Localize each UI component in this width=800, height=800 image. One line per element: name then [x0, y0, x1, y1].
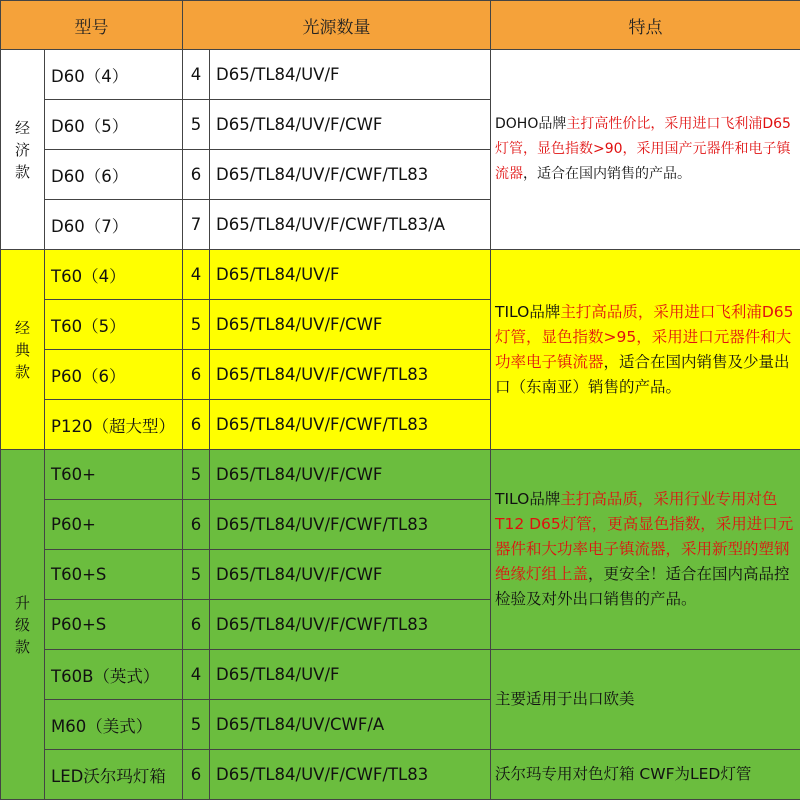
source-cell: D65/TL84/UV/CWF/A	[210, 700, 491, 750]
feature-text: TILO品牌	[495, 302, 561, 321]
header-model: 型号	[1, 1, 183, 50]
count-cell: 4	[183, 250, 210, 300]
category-char: 款	[14, 637, 30, 656]
model-cell: T60+	[45, 450, 183, 500]
model-cell: D60（6）	[45, 150, 183, 200]
model-cell: P120（超大型）	[45, 400, 183, 450]
feature-cell-walmart: 沃尔玛专用对色灯箱 CWF为LED灯管	[491, 750, 800, 800]
source-cell: D65/TL84/UV/F/CWF/TL83	[210, 500, 491, 550]
feature-cell-export: 主要适用于出口欧美	[491, 650, 800, 750]
count-cell: 6	[183, 600, 210, 650]
count-cell: 5	[183, 450, 210, 500]
count-cell: 7	[183, 200, 210, 250]
count-cell: 5	[183, 550, 210, 600]
model-cell: D60（4）	[45, 50, 183, 100]
category-char: 经	[14, 318, 30, 337]
model-cell: P60+S	[45, 600, 183, 650]
model-cell: P60+	[45, 500, 183, 550]
table-row	[1, 250, 800, 300]
table-row	[1, 50, 800, 100]
source-cell: D65/TL84/UV/F/CWF/TL83/A	[210, 200, 491, 250]
category-classic	[1, 250, 45, 450]
count-cell: 6	[183, 750, 210, 800]
count-cell: 4	[183, 50, 210, 100]
model-cell: T60（5）	[45, 300, 183, 350]
feature-highlight: 主打高品质，采用行业专用对色T12 D65灯管，更高显色指数，采用进口元器件和大功率电子镇流器，采用新型的塑钢绝缘灯组上盖	[495, 490, 794, 583]
category-upgrade	[1, 450, 45, 800]
source-cell: D65/TL84/UV/F/CWF/TL83	[210, 350, 491, 400]
source-cell: D65/TL84/UV/F/CWF	[210, 550, 491, 600]
feature-highlight: 主打高品质，采用进口飞利浦D65灯管，显色指数>95，采用进口元器件和大功率电子镇流器	[495, 302, 794, 371]
feature-text: DOHO品牌	[495, 116, 567, 132]
model-cell: P60（6）	[45, 350, 183, 400]
source-cell: D65/TL84/UV/F/CWF/TL83	[210, 750, 491, 800]
category-char: 款	[14, 162, 30, 181]
source-cell: D65/TL84/UV/F/CWF	[210, 300, 491, 350]
category-char: 经	[14, 118, 30, 137]
feature-cell-economy	[491, 50, 800, 250]
model-cell: T60+S	[45, 550, 183, 600]
model-cell: M60（美式）	[45, 700, 183, 750]
feature-text: ，更安全！适合在国内高品控检验及对外出口销售的产品。	[495, 565, 790, 608]
model-cell: T60（4）	[45, 250, 183, 300]
count-cell: 5	[183, 700, 210, 750]
model-cell: LED沃尔玛灯箱	[45, 750, 183, 800]
table-body	[1, 50, 800, 800]
source-cell: D65/TL84/UV/F	[210, 50, 491, 100]
source-cell: D65/TL84/UV/F/CWF/TL83	[210, 150, 491, 200]
category-char: 典	[14, 340, 30, 359]
count-cell: 5	[183, 300, 210, 350]
category-char: 济	[14, 140, 30, 159]
source-cell: D65/TL84/UV/F	[210, 250, 491, 300]
count-cell: 6	[183, 400, 210, 450]
feature-text: TILO品牌	[495, 490, 561, 508]
table-row	[1, 650, 800, 700]
model-cell: D60（7）	[45, 200, 183, 250]
header-source: 光源数量	[183, 1, 491, 50]
header-feature: 特点	[491, 1, 800, 50]
count-cell: 6	[183, 350, 210, 400]
category-char: 升	[14, 593, 30, 612]
category-economy	[1, 50, 45, 250]
source-cell: D65/TL84/UV/F/CWF	[210, 450, 491, 500]
table-row	[1, 750, 800, 800]
table-row	[1, 450, 800, 500]
source-cell: D65/TL84/UV/F	[210, 650, 491, 700]
feature-text: ，适合在国内销售的产品。	[523, 166, 691, 182]
source-cell: D65/TL84/UV/F/CWF	[210, 100, 491, 150]
feature-cell-upgrade	[491, 450, 800, 650]
count-cell: 6	[183, 150, 210, 200]
count-cell: 4	[183, 650, 210, 700]
source-cell: D65/TL84/UV/F/CWF/TL83	[210, 400, 491, 450]
count-cell: 5	[183, 100, 210, 150]
category-char: 级	[14, 615, 30, 634]
feature-text: ，适合在国内销售及少量出口（东南亚）销售的产品。	[495, 352, 790, 396]
model-cell: D60（5）	[45, 100, 183, 150]
feature-cell-classic	[491, 250, 800, 450]
category-char: 款	[14, 362, 30, 381]
header-row	[1, 1, 800, 50]
model-cell: T60B（英式）	[45, 650, 183, 700]
feature-highlight: 主打高性价比，采用进口飞利浦D65灯管，显色指数>90，采用国产元器件和电子镇流器	[495, 116, 791, 182]
source-cell: D65/TL84/UV/F/CWF/TL83	[210, 600, 491, 650]
count-cell: 6	[183, 500, 210, 550]
